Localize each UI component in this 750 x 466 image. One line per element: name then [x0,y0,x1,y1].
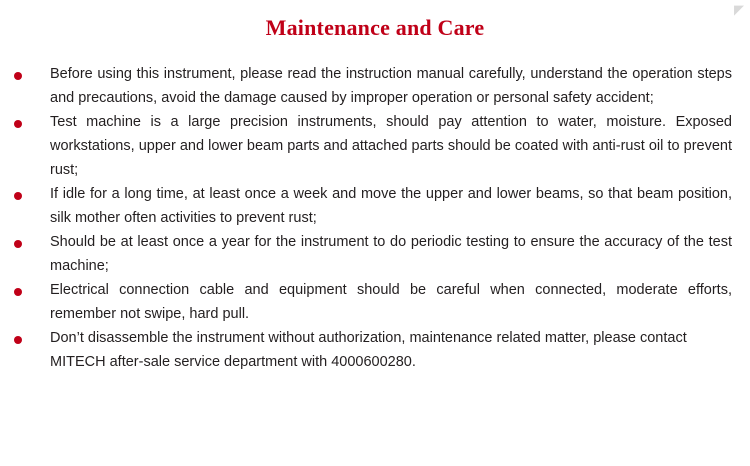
maintenance-bullet-list [0,62,750,374]
bullet-dot-icon [14,288,22,296]
list-item [0,110,750,182]
bullet-dot-icon [14,72,22,80]
bullet-dot-icon [14,240,22,248]
list-item-text: If idle for a long time, at least once a week and move the upper and lower beams, so that beam position, silk mother often activities to prevent rust; [50,186,732,226]
list-item [0,182,750,230]
list-item-text: Don’t disassemble the instrument without authorization, maintenance related matter, please contact MITECH after-sale service department with 4000600280. [50,330,687,370]
page-title: Maintenance and Care [265,15,485,40]
list-item [0,230,750,278]
list-item [0,62,750,110]
bullet-dot-icon [14,120,22,128]
list-item-text: Before using this instrument, please read the instruction manual carefully, understand the operation steps and precautions, avoid the damage caused by improper operation or personal safety accident; [50,66,732,106]
page-corner-mark-icon: ◤ [734,2,744,17]
bullet-dot-icon [14,192,22,200]
bullet-dot-icon [14,336,22,344]
list-item-text: Should be at least once a year for the instrument to do periodic testing to ensure the accuracy of the test machine; [50,234,732,274]
list-item-text: Test machine is a large precision instruments, should pay attention to water, moisture. Exposed workstations, upper and lower beam parts and attached parts should be coated with anti-rust oil to prevent rust; [50,114,732,178]
list-item [0,326,750,374]
list-item-text: Electrical connection cable and equipment should be careful when connected, moderate efforts, remember not swipe, hard pull. [50,282,732,322]
list-item [0,278,750,326]
